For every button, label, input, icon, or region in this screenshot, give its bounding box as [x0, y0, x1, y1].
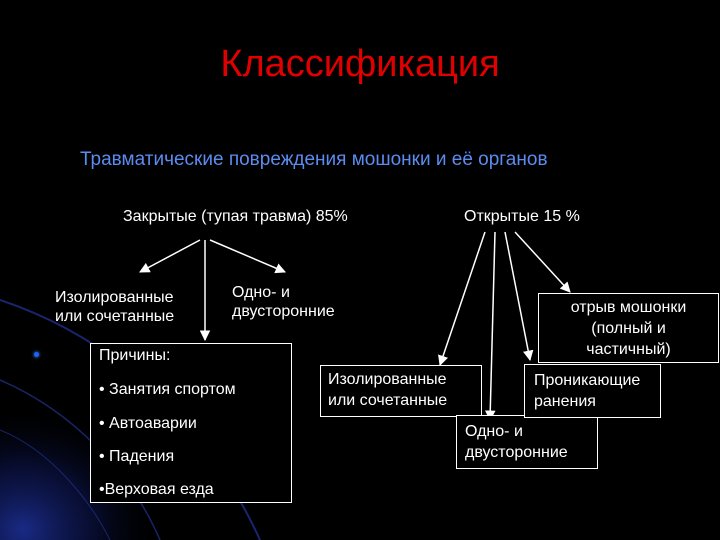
penetrating-line-1: Проникающие	[534, 372, 641, 389]
arrow-closed-to-sides	[210, 240, 285, 272]
arrow-open-to-penetrating	[505, 232, 530, 360]
slide-subtitle: Травматические повреждения мошонки и её органов	[80, 149, 548, 170]
open-sides-box	[456, 415, 598, 469]
closed-injuries-label: Закрытые (тупая травма) 85%	[123, 208, 348, 225]
open-sides-line-2: двусторонние	[465, 443, 568, 461]
penetrating-box	[524, 364, 661, 418]
cause-item: • Падения	[99, 448, 175, 465]
avulsion-line-2: (полный и	[591, 319, 666, 337]
arrow-open-to-isolated	[440, 232, 485, 365]
avulsion-line-1: отрыв мошонки	[570, 299, 687, 316]
open-injuries-label: Открытые 15 %	[464, 208, 580, 225]
closed-sides-label	[232, 283, 335, 321]
closed-isolated-line-1: Изолированные	[55, 289, 174, 306]
open-isolated-line-2: или сочетанные	[328, 391, 448, 409]
cause-item: • Автоаварии	[99, 415, 197, 432]
open-isolated-box	[320, 365, 482, 417]
closed-isolated-line-2: или сочетанные	[55, 308, 175, 326]
cause-item: • Занятия спортом	[99, 381, 236, 398]
causes-box	[90, 343, 292, 503]
penetrating-line-2: ранения	[534, 392, 596, 410]
open-isolated-line-1: Изолированные	[328, 371, 447, 388]
closed-sides-line-2: двусторонние	[232, 303, 335, 321]
arrow-closed-to-isolated	[140, 240, 200, 272]
arrow-open-to-avulsion	[515, 232, 570, 292]
avulsion-line-3: частичный)	[586, 340, 671, 358]
closed-sides-line-1: Одно- и	[232, 284, 290, 301]
arrow-open-to-sides	[490, 232, 495, 420]
open-sides-line-1: Одно- и	[465, 423, 523, 440]
slide-title: Классификация	[220, 43, 500, 85]
avulsion-box	[538, 293, 719, 363]
closed-isolated-label	[55, 288, 174, 326]
causes-label: Причины:	[99, 347, 171, 364]
cause-item: •Верховая езда	[99, 481, 214, 498]
